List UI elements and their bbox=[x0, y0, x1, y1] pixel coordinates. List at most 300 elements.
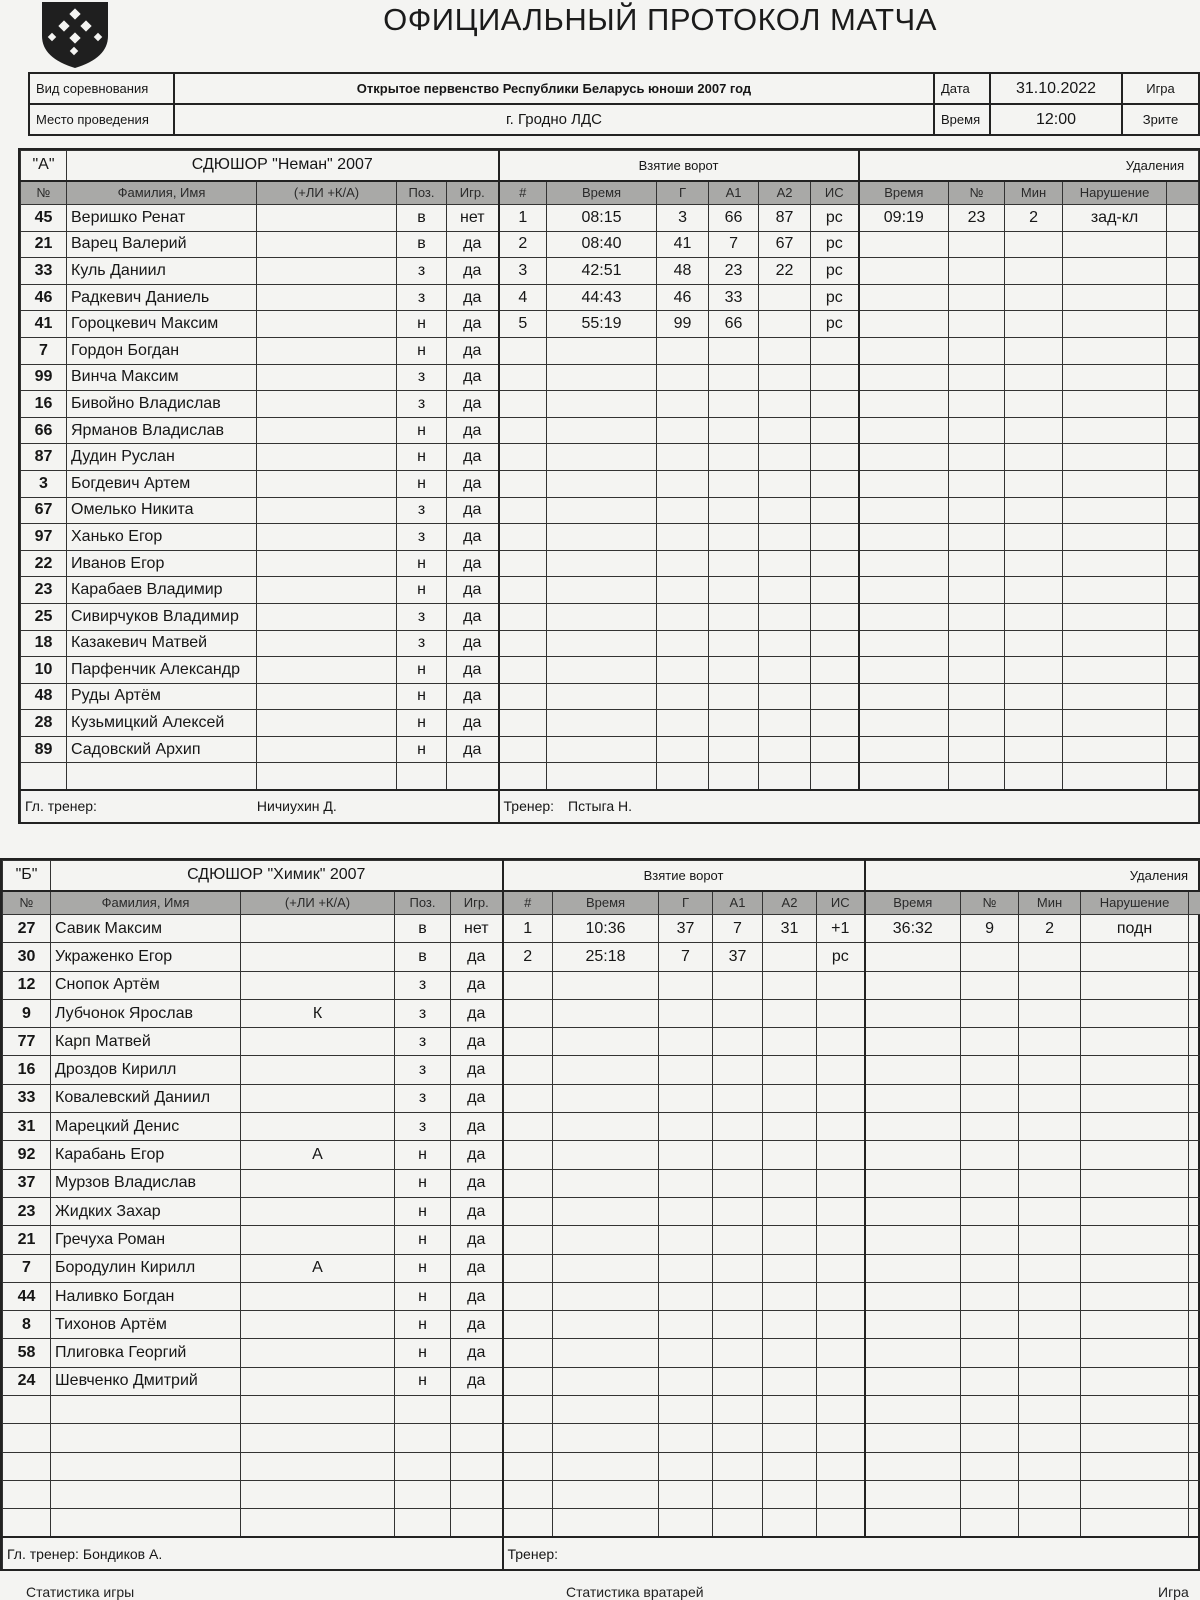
penalty-extra bbox=[1189, 943, 1200, 971]
player-played: да bbox=[447, 284, 499, 311]
penalty-extra bbox=[1189, 1424, 1200, 1452]
penalty-minutes bbox=[1005, 231, 1063, 258]
penalty-minutes bbox=[1019, 1169, 1081, 1197]
penalty-extra bbox=[1167, 337, 1199, 364]
player-position: н bbox=[397, 311, 447, 338]
goal-assist-2 bbox=[763, 1424, 817, 1452]
goal-index bbox=[503, 1056, 553, 1084]
player-position bbox=[395, 1424, 451, 1452]
penalty-minutes bbox=[1005, 497, 1063, 524]
table-row bbox=[21, 391, 1199, 418]
player-number bbox=[3, 1509, 51, 1537]
table-row bbox=[3, 1452, 1200, 1480]
player-played: да bbox=[451, 943, 503, 971]
team-name: СДЮШОР "Химик" 2007 bbox=[51, 861, 503, 891]
penalty-minutes bbox=[1019, 1367, 1081, 1395]
penalty-extra bbox=[1189, 1141, 1200, 1169]
penalty-violation bbox=[1081, 1509, 1189, 1537]
player-number: 23 bbox=[21, 577, 67, 604]
goal-time bbox=[553, 1396, 659, 1424]
goal-index bbox=[499, 710, 547, 737]
player-role bbox=[257, 205, 397, 232]
col-goal-scorer-header: Г bbox=[659, 891, 713, 915]
col-goal-type-header: ИС bbox=[811, 181, 859, 205]
goal-type bbox=[817, 1141, 865, 1169]
player-number: 66 bbox=[21, 417, 67, 444]
goal-time: 10:36 bbox=[553, 915, 659, 943]
time-label: Время bbox=[934, 104, 990, 135]
player-played bbox=[451, 1509, 503, 1537]
goal-scorer bbox=[657, 603, 709, 630]
player-played bbox=[451, 1452, 503, 1480]
goal-type: рс bbox=[817, 943, 865, 971]
goal-time: 55:19 bbox=[547, 311, 657, 338]
col-name-header: Фамилия, Имя bbox=[51, 891, 241, 915]
player-name: Сивирчуков Владимир bbox=[67, 603, 257, 630]
penalty-extra bbox=[1167, 657, 1199, 684]
goal-time bbox=[553, 1509, 659, 1537]
penalty-number bbox=[961, 1113, 1019, 1141]
penalty-time bbox=[859, 231, 949, 258]
penalty-number bbox=[961, 1396, 1019, 1424]
goal-type: рс bbox=[811, 258, 859, 285]
player-name: Парфенчик Александр bbox=[67, 657, 257, 684]
penalty-violation: зад-кл bbox=[1063, 205, 1167, 232]
player-role bbox=[241, 1282, 395, 1310]
penalty-time bbox=[865, 943, 961, 971]
penalty-number bbox=[961, 1028, 1019, 1056]
goal-assist-2 bbox=[763, 1056, 817, 1084]
goal-assist-2 bbox=[759, 284, 811, 311]
player-position: н bbox=[395, 1311, 451, 1339]
date-value: 31.10.2022 bbox=[990, 73, 1122, 104]
goal-time bbox=[553, 1226, 659, 1254]
player-role bbox=[257, 683, 397, 710]
goal-scorer bbox=[657, 550, 709, 577]
col-penalty-violation-header: Нарушение bbox=[1063, 181, 1167, 205]
goal-time: 08:40 bbox=[547, 231, 657, 258]
goal-scorer bbox=[659, 1141, 713, 1169]
goal-assist-2 bbox=[763, 1339, 817, 1367]
player-name: Лубчонок Ярослав bbox=[51, 999, 241, 1027]
player-position: з bbox=[397, 603, 447, 630]
penalty-time bbox=[865, 1509, 961, 1537]
goal-assist-1 bbox=[713, 1339, 763, 1367]
goal-assist-1 bbox=[709, 444, 759, 471]
penalty-violation bbox=[1081, 1141, 1189, 1169]
goal-time bbox=[553, 1113, 659, 1141]
goal-assist-1: 66 bbox=[709, 311, 759, 338]
player-name: Ханько Егор bbox=[67, 524, 257, 551]
player-number: 16 bbox=[3, 1056, 51, 1084]
penalty-number bbox=[949, 444, 1005, 471]
goal-type bbox=[817, 1424, 865, 1452]
player-played: да bbox=[447, 736, 499, 763]
goal-index bbox=[503, 1282, 553, 1310]
goal-type bbox=[811, 417, 859, 444]
penalty-time bbox=[865, 1056, 961, 1084]
goal-type bbox=[817, 1509, 865, 1537]
table-row bbox=[3, 1141, 1200, 1169]
penalty-number bbox=[961, 1169, 1019, 1197]
penalty-number bbox=[949, 284, 1005, 311]
goal-time bbox=[547, 710, 657, 737]
goal-scorer bbox=[659, 1084, 713, 1112]
penalty-violation bbox=[1063, 497, 1167, 524]
player-role bbox=[257, 444, 397, 471]
player-position: н bbox=[397, 683, 447, 710]
goal-type bbox=[811, 550, 859, 577]
penalty-violation bbox=[1081, 1311, 1189, 1339]
goal-index: 4 bbox=[499, 284, 547, 311]
penalty-number bbox=[961, 1480, 1019, 1508]
goal-index: 5 bbox=[499, 311, 547, 338]
penalty-extra bbox=[1189, 915, 1200, 943]
penalty-time bbox=[865, 1113, 961, 1141]
penalty-time bbox=[865, 1282, 961, 1310]
goal-assist-1 bbox=[713, 1311, 763, 1339]
col-goal-index-header: # bbox=[503, 891, 553, 915]
player-position: з bbox=[397, 497, 447, 524]
col-goal-time-header: Время bbox=[547, 181, 657, 205]
table-row bbox=[3, 1480, 1200, 1508]
penalty-time bbox=[865, 1226, 961, 1254]
goal-assist-1 bbox=[713, 1509, 763, 1537]
goal-assist-2 bbox=[759, 763, 811, 790]
col-extra-header bbox=[1189, 891, 1200, 915]
player-played bbox=[447, 763, 499, 790]
penalty-time bbox=[865, 999, 961, 1027]
goal-time bbox=[553, 1480, 659, 1508]
player-role bbox=[241, 1056, 395, 1084]
goal-type bbox=[817, 1339, 865, 1367]
player-name: Винча Максим bbox=[67, 364, 257, 391]
player-role bbox=[241, 1339, 395, 1367]
penalty-number bbox=[961, 1282, 1019, 1310]
player-played: да bbox=[447, 258, 499, 285]
goal-assist-1 bbox=[709, 364, 759, 391]
goal-assist-2 bbox=[759, 391, 811, 418]
penalty-number bbox=[949, 577, 1005, 604]
goal-assist-2 bbox=[759, 736, 811, 763]
penalty-time bbox=[859, 763, 949, 790]
col-penalty-number-header: № bbox=[949, 181, 1005, 205]
penalty-violation bbox=[1081, 1113, 1189, 1141]
player-played: да bbox=[447, 337, 499, 364]
player-role bbox=[241, 1311, 395, 1339]
goal-index bbox=[499, 630, 547, 657]
goal-assist-2 bbox=[759, 311, 811, 338]
penalty-extra bbox=[1189, 1226, 1200, 1254]
goal-index: 2 bbox=[503, 943, 553, 971]
penalty-extra bbox=[1167, 763, 1199, 790]
col-penalty-minutes-header: Мин bbox=[1005, 181, 1063, 205]
penalty-time bbox=[865, 1197, 961, 1225]
goal-index bbox=[503, 1367, 553, 1395]
col-penalty-time-header: Время bbox=[859, 181, 949, 205]
goal-assist-2 bbox=[759, 470, 811, 497]
player-role bbox=[257, 630, 397, 657]
team-letter: "Б" bbox=[3, 861, 51, 891]
goal-scorer bbox=[659, 1028, 713, 1056]
player-played: да bbox=[451, 1084, 503, 1112]
federation-logo-icon bbox=[38, 0, 112, 70]
player-role bbox=[257, 763, 397, 790]
goal-scorer bbox=[659, 1169, 713, 1197]
penalty-time bbox=[859, 524, 949, 551]
penalty-minutes bbox=[1019, 1254, 1081, 1282]
goal-time: 44:43 bbox=[547, 284, 657, 311]
player-name: Иванов Егор bbox=[67, 550, 257, 577]
player-role bbox=[241, 1396, 395, 1424]
player-name: Карабаев Владимир bbox=[67, 577, 257, 604]
penalty-violation bbox=[1063, 683, 1167, 710]
player-played: да bbox=[447, 364, 499, 391]
player-number: 87 bbox=[21, 444, 67, 471]
penalty-time bbox=[859, 630, 949, 657]
player-position: в bbox=[397, 205, 447, 232]
penalty-minutes: 2 bbox=[1019, 915, 1081, 943]
goal-index bbox=[503, 1480, 553, 1508]
player-position: з bbox=[395, 1084, 451, 1112]
goal-assist-1 bbox=[709, 683, 759, 710]
col-goal-scorer-header: Г bbox=[657, 181, 709, 205]
penalty-minutes bbox=[1019, 999, 1081, 1027]
player-name bbox=[51, 1424, 241, 1452]
player-name: Гордон Богдан bbox=[67, 337, 257, 364]
goal-time bbox=[553, 1339, 659, 1367]
player-played: да bbox=[451, 1311, 503, 1339]
player-role: А bbox=[241, 1141, 395, 1169]
goal-assist-1 bbox=[709, 603, 759, 630]
goal-assist-2: 22 bbox=[759, 258, 811, 285]
penalty-violation bbox=[1063, 603, 1167, 630]
penalty-minutes bbox=[1005, 524, 1063, 551]
goal-assist-1 bbox=[709, 630, 759, 657]
goal-scorer bbox=[657, 444, 709, 471]
goal-index bbox=[499, 364, 547, 391]
goal-index bbox=[499, 444, 547, 471]
penalty-number bbox=[961, 1226, 1019, 1254]
player-played: да bbox=[447, 683, 499, 710]
goal-index bbox=[503, 1197, 553, 1225]
penalty-extra bbox=[1167, 417, 1199, 444]
goal-assist-2 bbox=[759, 444, 811, 471]
penalty-number bbox=[961, 1084, 1019, 1112]
player-played: да bbox=[447, 524, 499, 551]
penalty-time bbox=[859, 736, 949, 763]
col-penalty-number-header: № bbox=[961, 891, 1019, 915]
penalty-violation bbox=[1081, 1396, 1189, 1424]
goal-assist-2 bbox=[759, 524, 811, 551]
goal-assist-1: 37 bbox=[713, 943, 763, 971]
penalty-minutes bbox=[1019, 1113, 1081, 1141]
goal-type bbox=[811, 630, 859, 657]
player-played: да bbox=[447, 710, 499, 737]
date-label: Дата bbox=[934, 73, 990, 104]
player-played: да bbox=[451, 1282, 503, 1310]
goal-index bbox=[499, 603, 547, 630]
goal-scorer bbox=[659, 1396, 713, 1424]
penalty-extra bbox=[1167, 311, 1199, 338]
goal-assist-2 bbox=[759, 417, 811, 444]
goal-scorer bbox=[657, 417, 709, 444]
player-name bbox=[51, 1480, 241, 1508]
player-role bbox=[257, 284, 397, 311]
penalty-violation bbox=[1081, 1028, 1189, 1056]
player-position: в bbox=[395, 943, 451, 971]
goal-scorer bbox=[657, 524, 709, 551]
table-row bbox=[21, 258, 1199, 285]
player-name: Дудин Руслан bbox=[67, 444, 257, 471]
player-number: 58 bbox=[3, 1339, 51, 1367]
goal-time bbox=[553, 999, 659, 1027]
table-row bbox=[3, 1056, 1200, 1084]
goal-assist-2: 67 bbox=[759, 231, 811, 258]
player-number: 99 bbox=[21, 364, 67, 391]
goal-assist-2 bbox=[763, 1396, 817, 1424]
player-role bbox=[257, 603, 397, 630]
goal-index: 3 bbox=[499, 258, 547, 285]
penalty-time: 36:32 bbox=[865, 915, 961, 943]
player-position: н bbox=[397, 577, 447, 604]
page-title: ОФИЦИАЛЬНЫЙ ПРОТОКОЛ МАТЧА bbox=[383, 2, 937, 37]
goal-assist-2 bbox=[763, 1084, 817, 1112]
penalty-minutes bbox=[1019, 1197, 1081, 1225]
table-row bbox=[3, 943, 1200, 971]
penalty-time bbox=[859, 258, 949, 285]
player-name bbox=[51, 1396, 241, 1424]
coach-cell bbox=[503, 1537, 1200, 1569]
goal-assist-1 bbox=[709, 417, 759, 444]
player-position: н bbox=[397, 657, 447, 684]
goal-assist-2 bbox=[759, 337, 811, 364]
penalty-extra bbox=[1189, 1396, 1200, 1424]
goal-index bbox=[499, 524, 547, 551]
penalty-minutes bbox=[1019, 1424, 1081, 1452]
player-role bbox=[257, 337, 397, 364]
player-name bbox=[51, 1509, 241, 1537]
table-row bbox=[21, 736, 1199, 763]
player-number: 21 bbox=[3, 1226, 51, 1254]
player-number bbox=[3, 1480, 51, 1508]
penalty-number bbox=[949, 710, 1005, 737]
penalty-extra bbox=[1189, 1339, 1200, 1367]
penalty-extra bbox=[1189, 999, 1200, 1027]
penalty-extra bbox=[1167, 444, 1199, 471]
goal-assist-1 bbox=[713, 1396, 763, 1424]
goal-scorer bbox=[659, 1367, 713, 1395]
table-row bbox=[3, 915, 1200, 943]
penalty-number bbox=[961, 1254, 1019, 1282]
penalty-extra bbox=[1189, 1367, 1200, 1395]
penalty-time bbox=[859, 364, 949, 391]
penalty-time bbox=[865, 1396, 961, 1424]
goal-type bbox=[817, 1282, 865, 1310]
goal-assist-2 bbox=[763, 1028, 817, 1056]
player-number bbox=[3, 1396, 51, 1424]
goal-scorer: 41 bbox=[657, 231, 709, 258]
penalty-extra bbox=[1189, 1311, 1200, 1339]
goal-assist-1 bbox=[713, 1226, 763, 1254]
goal-index bbox=[499, 657, 547, 684]
col-role-header: (+ЛИ +К/А) bbox=[241, 891, 395, 915]
goal-assist-1 bbox=[709, 710, 759, 737]
goal-type bbox=[811, 337, 859, 364]
goal-time bbox=[553, 971, 659, 999]
player-role bbox=[257, 391, 397, 418]
player-position: з bbox=[395, 1056, 451, 1084]
goal-index bbox=[503, 1311, 553, 1339]
goal-index bbox=[499, 337, 547, 364]
goal-scorer bbox=[659, 1254, 713, 1282]
goals-section-title: Взятие ворот bbox=[499, 151, 859, 181]
table-row bbox=[3, 1339, 1200, 1367]
player-name: Богдевич Артем bbox=[67, 470, 257, 497]
table-row bbox=[3, 971, 1200, 999]
goal-type bbox=[817, 999, 865, 1027]
col-number-header: № bbox=[21, 181, 67, 205]
player-number: 24 bbox=[3, 1367, 51, 1395]
table-row bbox=[21, 550, 1199, 577]
penalty-number bbox=[949, 630, 1005, 657]
player-name: Мурзов Владислав bbox=[51, 1169, 241, 1197]
penalty-time bbox=[865, 1339, 961, 1367]
goal-assist-2 bbox=[763, 1197, 817, 1225]
penalty-time bbox=[865, 1084, 961, 1112]
goal-assist-2 bbox=[763, 1169, 817, 1197]
player-position: н bbox=[395, 1367, 451, 1395]
penalty-number bbox=[949, 524, 1005, 551]
goals-section-title: Взятие ворот bbox=[503, 861, 865, 891]
table-row bbox=[21, 311, 1199, 338]
goal-assist-2: 31 bbox=[763, 915, 817, 943]
goal-assist-1 bbox=[713, 1141, 763, 1169]
competition-label: Вид соревнования bbox=[29, 73, 174, 104]
goal-assist-1: 66 bbox=[709, 205, 759, 232]
goal-type bbox=[811, 603, 859, 630]
game-stats-label: Статистика игры bbox=[26, 1584, 135, 1600]
player-number: 23 bbox=[3, 1197, 51, 1225]
table-row bbox=[21, 444, 1199, 471]
goal-assist-1: 33 bbox=[709, 284, 759, 311]
goal-type: рс bbox=[811, 205, 859, 232]
player-number: 12 bbox=[3, 971, 51, 999]
goal-index bbox=[499, 683, 547, 710]
penalty-minutes: 2 bbox=[1005, 205, 1063, 232]
table-row bbox=[21, 205, 1199, 232]
penalty-extra bbox=[1167, 470, 1199, 497]
table-row bbox=[3, 1509, 1200, 1537]
goal-time: 25:18 bbox=[553, 943, 659, 971]
penalty-minutes bbox=[1005, 470, 1063, 497]
goal-scorer bbox=[659, 1226, 713, 1254]
penalty-extra bbox=[1167, 258, 1199, 285]
goal-scorer bbox=[659, 1480, 713, 1508]
penalty-violation bbox=[1063, 657, 1167, 684]
penalty-minutes bbox=[1019, 1084, 1081, 1112]
col-pos-header: Поз. bbox=[397, 181, 447, 205]
penalty-number bbox=[949, 736, 1005, 763]
penalty-number bbox=[949, 763, 1005, 790]
goal-time bbox=[553, 1311, 659, 1339]
goal-type bbox=[817, 1056, 865, 1084]
table-row bbox=[3, 1367, 1200, 1395]
goal-time bbox=[553, 1254, 659, 1282]
penalty-number bbox=[961, 1056, 1019, 1084]
penalty-violation bbox=[1081, 1226, 1189, 1254]
col-name-header: Фамилия, Имя bbox=[67, 181, 257, 205]
